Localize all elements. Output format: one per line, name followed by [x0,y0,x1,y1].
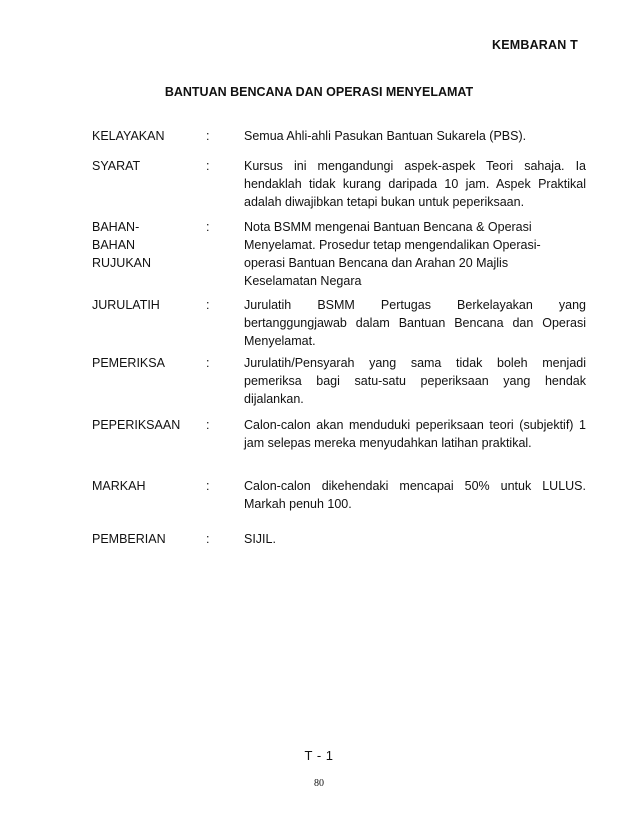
row-label: PEPERIKSAAN [92,418,181,432]
row-value-line: Nota BSMM mengenai Bantuan Bencana & Operasi [244,220,532,234]
row-separator: : [206,356,210,370]
row-value-line: Menyelamat. Prosedur tetap mengendalikan Operasi- [244,238,541,252]
row-value: Calon-calon akan menduduki peperiksaan teori (subjektif) 1 jam selepas mereka menyudahkan latihan praktikal. [244,418,586,450]
row-label: PEMERIKSA [92,356,165,370]
row-separator: : [206,532,210,546]
row-label: PEMBERIAN [92,532,166,546]
row-label: MARKAH [92,479,146,493]
row-label-line: BAHAN- [92,220,140,234]
row-label: SYARAT [92,159,141,173]
appendix-label: KEMBARAN T [491,38,578,52]
row-value: SIJIL. [244,532,276,546]
row-value: Semua Ahli-ahli Pasukan Bantuan Sukarela (PBS). [244,129,527,143]
row-separator: : [206,479,210,493]
row-separator: : [206,129,210,143]
row-value [244,218,586,290]
row-separator: : [206,298,210,312]
row-label [92,218,202,272]
row-value: Jurulatih BSMM Pertugas Berkelayakan yang bertanggungjawab dalam Bantuan Bencana dan Operasi Menyelamat. [244,298,586,348]
row-label-line: RUJUKAN [92,256,152,270]
row-separator: : [206,159,210,173]
document-title: BANTUAN BENCANA DAN OPERASI MENYELAMAT [164,85,474,99]
row-value-line: operasi Bantuan Bencana dan Arahan 20 Majlis [244,256,509,270]
appendix-page-label: T - 1 [304,748,334,763]
row-value: Jurulatih/Pensyarah yang sama tidak boleh menjadi pemeriksa bagi satu-satu peperiksaan yang hendak dijalankan. [244,356,586,406]
row-separator: : [206,220,210,234]
row-label: JURULATIH [92,298,160,312]
row-value: Kursus ini mengandungi aspek-aspek Teori sahaja. Ia hendaklah tidak kurang daripada 10 jam. Aspek Praktikal adalah diwajibkan tetapi bukan untuk peperiksaan. [244,159,586,209]
row-separator: : [206,418,210,432]
row-label-line: BAHAN [92,238,136,252]
row-label: KELAYAKAN [92,129,165,143]
page-number: 80 [314,778,324,789]
row-value: Calon-calon dikehendaki mencapai 50% untuk LULUS. Markah penuh 100. [244,479,586,511]
row-value-line: Keselamatan Negara [244,274,362,288]
